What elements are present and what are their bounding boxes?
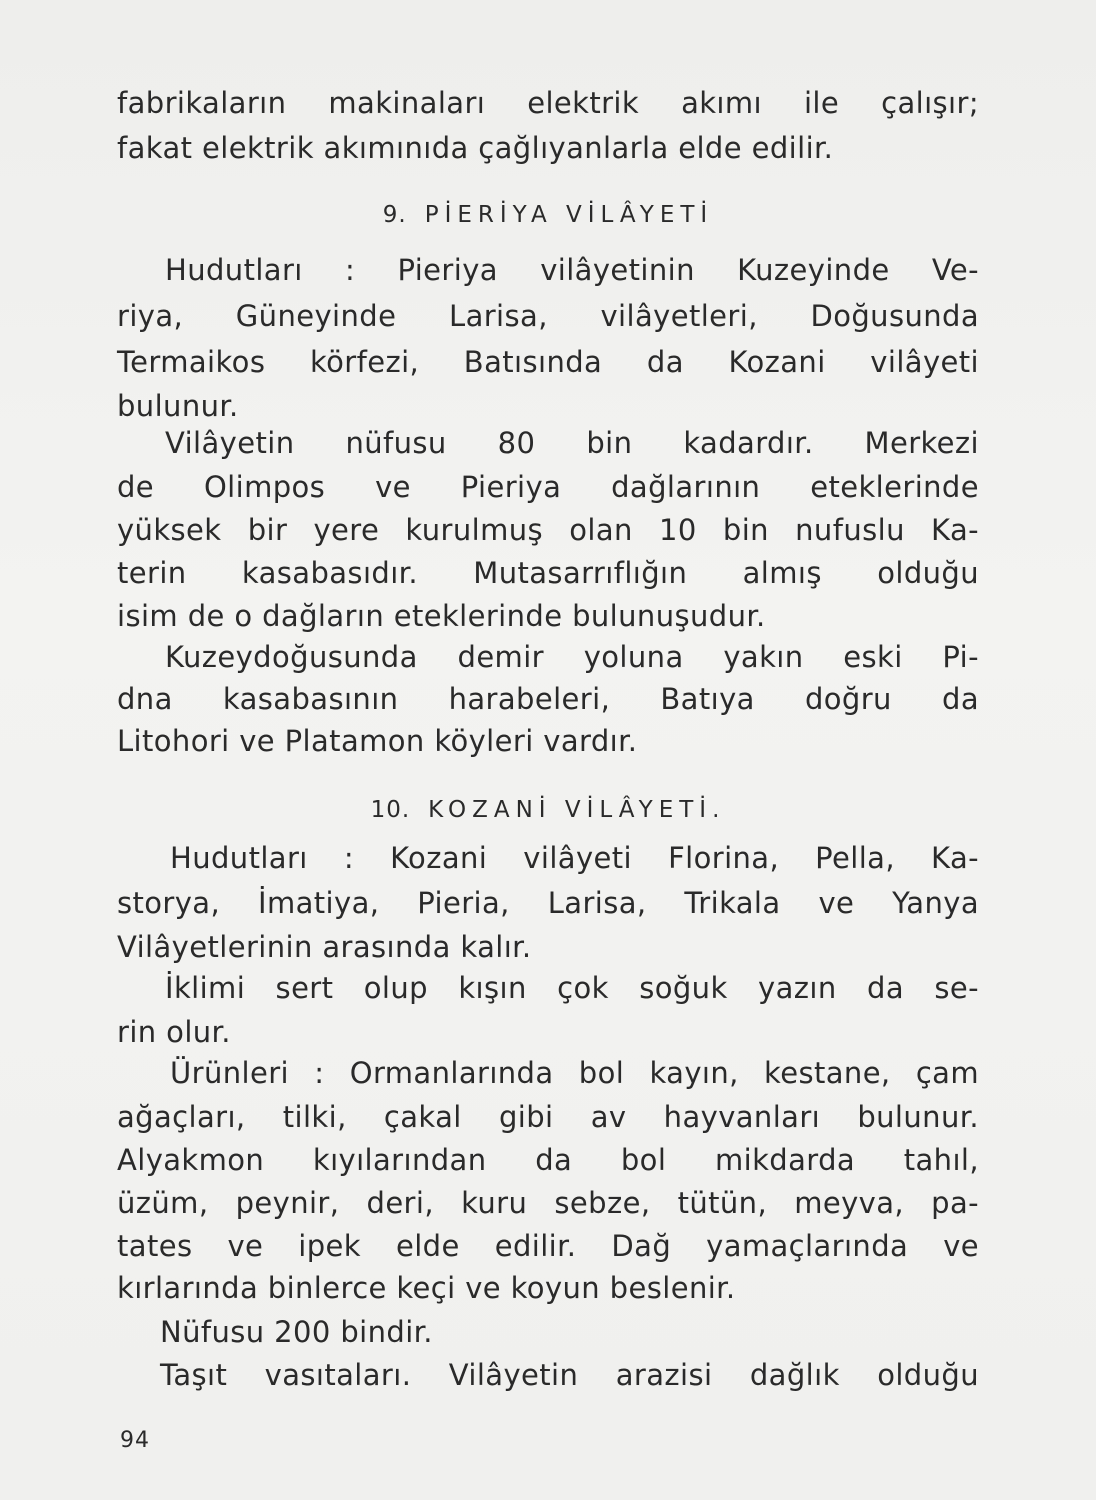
text-line: Hudutları : Pieriya vilâyetinin Kuzeyinde Ve- — [165, 253, 979, 287]
text-line: fakat elektrik akımınıda çağlıyanlarla elde edilir. — [117, 131, 834, 165]
text-line: storya, İmatiya, Pieria, Larisa, Trikala ve Yanya — [117, 886, 979, 920]
text-line: Nüfusu 200 bindir. — [160, 1315, 433, 1349]
section-number: 9. — [382, 202, 407, 228]
text-line: Vilâyetin nüfusu 80 bin kadardır. Merkezi — [165, 426, 979, 460]
page-number: 94 — [120, 1428, 150, 1453]
text-line: kırlarında binlerce keçi ve koyun beslenir. — [117, 1271, 736, 1305]
text-line: Ürünleri : Ormanlarında bol kayın, kestane, çam — [170, 1056, 979, 1090]
text-line: Alyakmon kıyılarından da bol mikdarda tahıl, — [117, 1143, 979, 1177]
text-line: isim de o dağların eteklerinde bulunuşudur. — [117, 599, 766, 633]
text-line: ağaçları, tilki, çakal gibi av hayvanları bulunur. — [117, 1100, 979, 1134]
text-line: de Olimpos ve Pieriya dağlarının eteklerinde — [117, 470, 979, 504]
text-line: Kuzeydoğusunda demir yoluna yakın eski Pi- — [165, 640, 979, 674]
text-line: üzüm, peynir, deri, kuru sebze, tütün, meyva, pa- — [117, 1186, 979, 1220]
text-line: Taşıt vasıtaları. Vilâyetin arazisi dağlık olduğu — [160, 1358, 979, 1392]
text-line: terin kasabasıdır. Mutasarrıflığın almış olduğu — [117, 556, 979, 590]
text-line: fabrikaların makinaları elektrik akımı ile çalışır; — [117, 86, 979, 120]
text-line: Vilâyetlerinin arasında kalır. — [117, 930, 532, 964]
section-title: KOZANİ VİLÂYETİ. — [428, 797, 726, 823]
section-title: PİERİYA VİLÂYETİ — [424, 202, 714, 228]
section-heading — [0, 200, 1096, 230]
section-number: 10. — [370, 797, 411, 823]
text-line: Hudutları : Kozani vilâyeti Florina, Pella, Ka- — [170, 841, 979, 875]
text-line: bulunur. — [117, 389, 239, 423]
text-line: tates ve ipek elde edilir. Dağ yamaçlarında ve — [117, 1229, 979, 1263]
text-line: Termaikos körfezi, Batısında da Kozani vilâyeti — [117, 345, 979, 379]
text-line: İklimi sert olup kışın çok soğuk yazın da se- — [165, 971, 979, 1005]
text-line: yüksek bir yere kurulmuş olan 10 bin nufuslu Ka- — [117, 513, 979, 547]
text-line: Litohori ve Platamon köyleri vardır. — [117, 724, 638, 758]
text-line: dna kasabasının harabeleri, Batıya doğru da — [117, 682, 979, 716]
text-line: riya, Güneyinde Larisa, vilâyetleri, Doğusunda — [117, 299, 979, 333]
section-heading — [0, 795, 1096, 825]
text-line: rin olur. — [117, 1015, 231, 1049]
